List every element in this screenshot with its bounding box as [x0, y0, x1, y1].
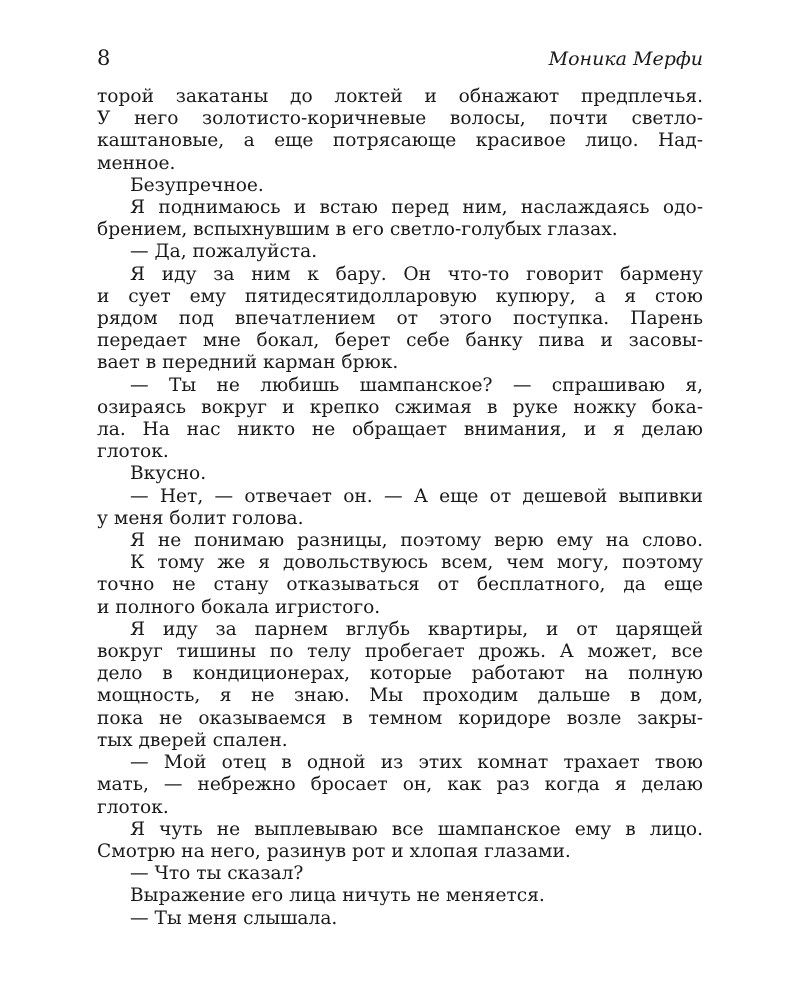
text-line: Смотрю на него, разинув рот и хлопая глазами. — [97, 840, 571, 862]
text-line: Я не понимаю разницы, поэтому верю ему на слово. — [130, 530, 703, 552]
text-line: глоток. — [97, 796, 169, 818]
page-number: 8 — [97, 46, 111, 70]
text-line: каштановые, а еще потрясающе красивое лицо. Над- — [97, 130, 703, 152]
text-line: Я поднимаюсь и встаю перед ним, наслаждаясь одо- — [130, 197, 703, 219]
page-header — [97, 46, 703, 76]
text-line: Вкусно. — [130, 463, 207, 485]
text-line: у меня болит голова. — [97, 507, 304, 529]
body-text — [97, 86, 703, 930]
text-line: и сует ему пятидесятидолларовую купюру, а я стою — [97, 285, 703, 307]
text-line: К тому же я довольствуюсь всем, чем могу, поэтому — [130, 552, 703, 574]
text-line: — Ты не любишь шампанское? — спрашиваю я, — [130, 374, 703, 396]
text-line: точно не стану отказываться от бесплатного, да еще — [97, 574, 703, 596]
text-line: У него золотисто-коричневые волосы, почти светло- — [97, 108, 703, 130]
text-line: — Да, пожалуйста. — [130, 241, 318, 263]
text-line: тых дверей спален. — [97, 729, 288, 751]
text-line: менное. — [97, 152, 176, 174]
text-line: — Ты меня слышала. — [130, 907, 338, 929]
text-line: — Что ты сказал? — [130, 863, 304, 885]
text-line: мощность, я не знаю. Мы проходим дальше в дом, — [97, 685, 703, 707]
text-line: торой закатаны до локтей и обнажают предплечья. — [97, 86, 703, 107]
text-line: Я чуть не выплевываю все шампанское ему в лицо. — [130, 818, 703, 840]
text-line: ла. На нас никто не обращает внимания, и я делаю — [97, 419, 703, 441]
running-head-author: Моника Мерфи — [548, 48, 703, 70]
text-line: вокруг тишины по телу пробегает дрожь. А может, все — [97, 641, 703, 663]
text-line: дело в кондиционерах, которые работают на полную — [97, 663, 703, 685]
text-line: — Нет, — отвечает он. — А еще от дешевой выпивки — [130, 485, 703, 507]
text-line: передает мне бокал, берет себе банку пива и засовы- — [97, 330, 703, 352]
text-line: Выражение его лица ничуть не меняется. — [130, 885, 545, 907]
text-line: вает в передний карман брюк. — [97, 352, 399, 374]
text-line: глоток. — [97, 441, 169, 463]
text-line: пока не оказываемся в темном коридоре возле закры- — [97, 707, 703, 729]
text-line: Я иду за ним к бару. Он что-то говорит бармену — [130, 263, 703, 285]
text-line: озираясь вокруг и крепко сжимая в руке ножку бока- — [97, 396, 703, 418]
text-line: Безупречное. — [130, 174, 264, 196]
text-line: — Мой отец в одной из этих комнат трахает твою — [130, 752, 703, 774]
text-line: мать, — небрежно бросает он, как раз когда я делаю — [97, 774, 703, 796]
text-line: и полного бокала игристого. — [97, 596, 381, 618]
text-line: Я иду за парнем вглубь квартиры, и от царящей — [130, 618, 703, 640]
text-line: брением, вспыхнувшим в его светло-голубых глазах. — [97, 219, 618, 241]
text-line: рядом под впечатлением от этого поступка. Парень — [97, 308, 703, 330]
